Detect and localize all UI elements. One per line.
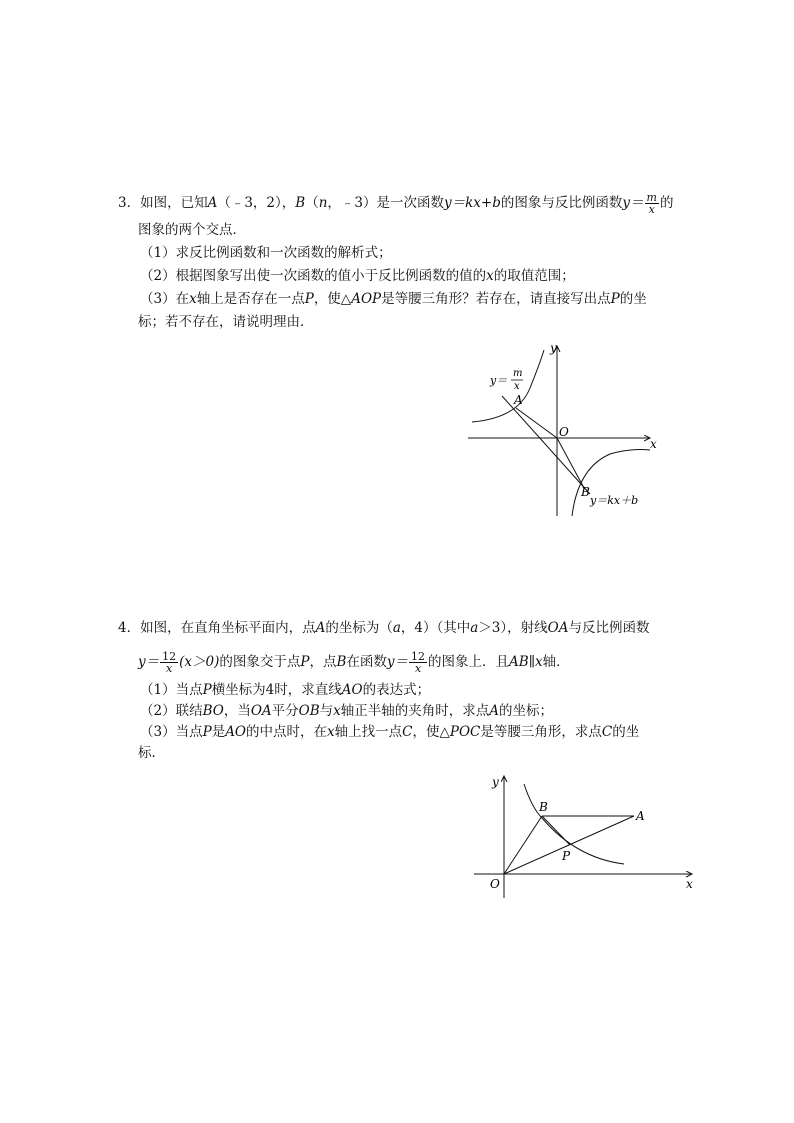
label-origin: O (490, 877, 500, 891)
label-inverse-function-num: m (513, 368, 523, 379)
segment-BO (557, 438, 584, 488)
problem-4-question-2: （2）联结BO，当OA平分OB与x轴正半轴的夹角时，求点A的坐标； (140, 703, 554, 719)
problem-4-question-3-line2: 标． (138, 745, 165, 761)
problem-4-stem-line1: 4．如图，在直角坐标平面内，点A的坐标为（a，4）（其中a＞3），射线OA与反比例函数 (118, 620, 650, 636)
hyperbola-branch-upper-left (472, 350, 544, 422)
label-point-B: B (539, 800, 548, 814)
label-x-axis: x (686, 877, 693, 891)
problem-4-figure (466, 770, 698, 902)
problem-4-question-1: （1）当点P横坐标为4时，求直线AO的表达式； (140, 682, 431, 698)
label-inverse-function-prefix: y＝ (490, 374, 508, 387)
fraction-12-over-x: $\frac{12}{x}$ (162, 650, 177, 675)
problem-3-stem-line1: 3．如图，已知A（﹣3，2），B（n，﹣3）是一次函数y＝kx+b的图象与反比例函数y＝ $\frac{m}{x}$ 的 (118, 191, 674, 216)
label-y-axis: y (550, 341, 557, 355)
label-inverse-function-den: x (514, 381, 520, 392)
segment-AO (516, 408, 557, 438)
fraction-m-over-x: $\frac{m}{x}$ (646, 191, 657, 216)
problem-4-question-3: （3）当点P是AO的中点时，在x轴上找一点C，使△POC是等腰三角形，求点C的坐 (140, 724, 640, 740)
hyperbola-y-12-over-x (524, 784, 624, 864)
label-point-A: A (636, 809, 645, 823)
line-linear-function (502, 396, 590, 494)
label-point-P: P (562, 849, 571, 863)
problem-3-stem-line2: 图象的两个交点． (138, 222, 246, 238)
problem-3-question-3: （3）在x轴上是否存在一点P，使△AOP是等腰三角形？若存在，请直接写出点P的坐 (140, 291, 647, 307)
label-point-A: A (514, 393, 523, 407)
label-linear-function: y＝kx＋b (590, 494, 639, 507)
label-y-axis: y (492, 775, 499, 789)
label-point-B: B (581, 485, 590, 499)
label-x-axis: x (650, 437, 657, 451)
problem-3-question-1: （1）求反比例函数和一次函数的解析式； (140, 245, 392, 261)
label-origin: O (559, 425, 569, 439)
problem-3-figure (460, 338, 670, 523)
problem-3-question-3-line2: 标；若不存在，请说明理由． (138, 314, 314, 330)
problem-3-question-2: （2）根据图象写出使一次函数的值小于反比例函数的值的x的取值范围； (140, 268, 575, 284)
segment-BP (542, 816, 570, 845)
fraction-12-over-x-2: $\frac{12}{x}$ (411, 650, 426, 675)
problem-4-stem-line2: y＝ $\frac{12}{x}$ (x＞0)的图象交于点P，点B在函数y＝ $\frac{12}{x}$ 的图象上．且AB∥x轴． (138, 650, 570, 675)
